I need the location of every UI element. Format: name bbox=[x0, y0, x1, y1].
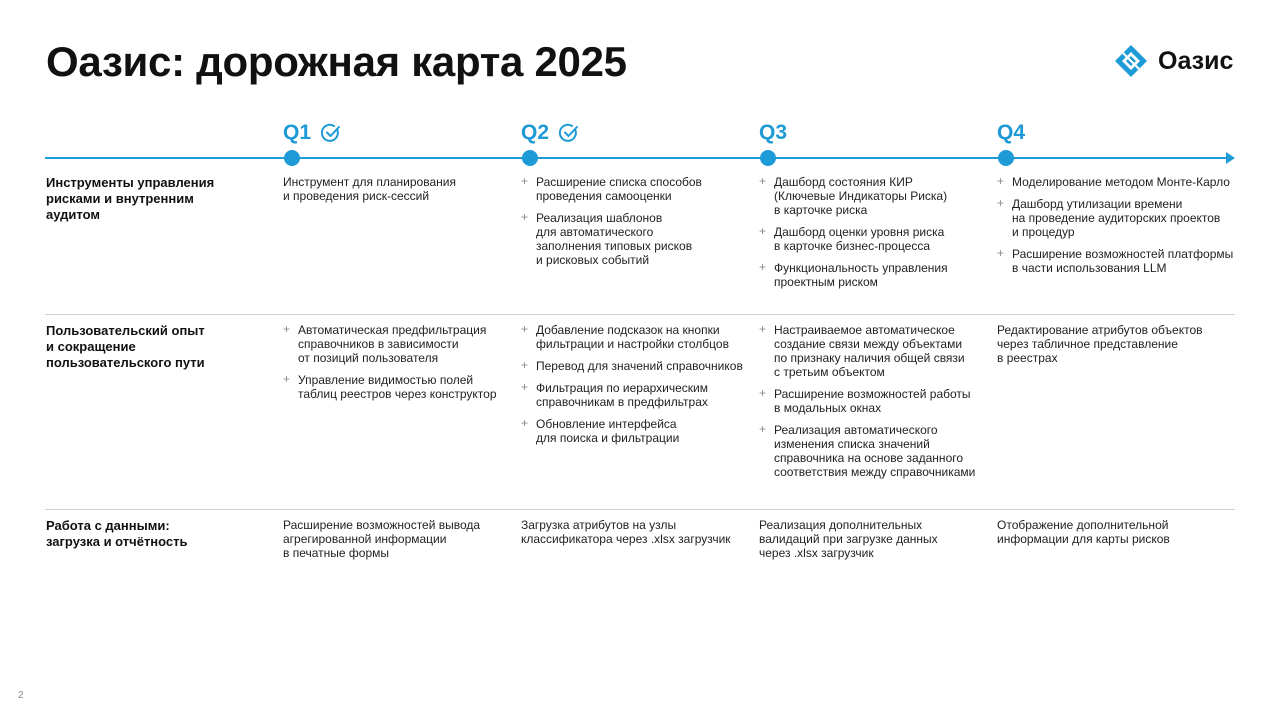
list-item: + Управление видимостью полей таблиц реестров через конструктор bbox=[283, 373, 515, 401]
list-item: + Настраиваемое автоматическое создание связи между объектами по признаку наличия общей связи с третьим объектом bbox=[759, 323, 991, 379]
cell-risk-tools-q4 bbox=[997, 175, 1237, 283]
list-item: + Добавление подсказок на кнопки фильтрации и настройки столбцов bbox=[521, 323, 753, 351]
timeline-dot-q4 bbox=[998, 150, 1014, 166]
list-item: + Фильтрация по иерархическим справочникам в предфильтрах bbox=[521, 381, 753, 409]
row-title-data-work: Работа с данными: загрузка и отчётность bbox=[46, 518, 188, 549]
cell-user-experience-q4 bbox=[997, 323, 1237, 365]
timeline-dot-q2 bbox=[522, 150, 538, 166]
list-item: + Дашборд состояния КИР (Ключевые Индикаторы Риска) в карточке риска bbox=[759, 175, 991, 217]
timeline-dot-q3 bbox=[760, 150, 776, 166]
cell-risk-tools-q1 bbox=[283, 175, 515, 203]
quarter-q2 bbox=[521, 121, 579, 145]
cell-text: Отображение дополнительной информации для карты рисков bbox=[997, 518, 1170, 546]
oasis-logo-icon bbox=[1114, 44, 1148, 78]
row-divider bbox=[45, 314, 1235, 315]
list-item: + Дашборд утилизации времени на проведение аудиторских проектов и процедур bbox=[997, 197, 1237, 239]
cell-user-experience-q2 bbox=[521, 323, 753, 453]
quarter-q3 bbox=[759, 121, 787, 145]
logo-text: Оазис bbox=[1158, 46, 1234, 75]
quarter-q4 bbox=[997, 121, 1025, 145]
row-divider bbox=[45, 509, 1235, 510]
cell-text: Редактирование атрибутов объектов через табличное представление в реестрах bbox=[997, 323, 1203, 365]
check-circle-icon bbox=[559, 123, 579, 143]
list-item: + Перевод для значений справочников bbox=[521, 359, 753, 373]
list-item: + Расширение списка способов проведения самооценки bbox=[521, 175, 753, 203]
cell-data-work-q3 bbox=[759, 518, 991, 560]
quarter-label: Q3 bbox=[759, 121, 788, 144]
row-title-user-experience: Пользовательский опыт и сокращение пользовательского пути bbox=[46, 323, 205, 370]
list-item: + Расширение возможностей работы в модальных окнах bbox=[759, 387, 991, 415]
cell-text: Инструмент для планирования и проведения риск-сессий bbox=[283, 175, 456, 203]
cell-text: Реализация дополнительных валидаций при загрузке данных через .xlsx загрузчик bbox=[759, 518, 938, 560]
quarter-label: Q4 bbox=[997, 121, 1026, 144]
list-item: + Функциональность управления проектным риском bbox=[759, 261, 991, 289]
cell-user-experience-q3 bbox=[759, 323, 991, 487]
cell-data-work-q2 bbox=[521, 518, 753, 546]
timeline-dot-q1 bbox=[284, 150, 300, 166]
cell-risk-tools-q2 bbox=[521, 175, 753, 275]
timeline-line bbox=[45, 157, 1227, 159]
cell-risk-tools-q3 bbox=[759, 175, 991, 297]
list-item: + Расширение возможностей платформы в части использования LLM bbox=[997, 247, 1237, 275]
cell-user-experience-q1 bbox=[283, 323, 515, 409]
page-number: 2 bbox=[18, 690, 24, 701]
cell-text: Расширение возможностей вывода агрегированной информации в печатные формы bbox=[283, 518, 481, 560]
page-title: Оазис: дорожная карта 2025 bbox=[46, 38, 627, 85]
brand-logo bbox=[1114, 44, 1233, 78]
row-title-risk-tools: Инструменты управления рисками и внутренним аудитом bbox=[46, 175, 215, 222]
list-item: + Автоматическая предфильтрация справочников в зависимости от позиций пользователя bbox=[283, 323, 515, 365]
cell-text: Загрузка атрибутов на узлы классификатора через .xlsx загрузчик bbox=[521, 518, 731, 546]
cell-data-work-q1 bbox=[283, 518, 515, 560]
list-item: + Моделирование методом Монте-Карло bbox=[997, 175, 1237, 189]
quarter-label: Q2 bbox=[521, 121, 550, 144]
list-item: + Дашборд оценки уровня риска в карточке бизнес-процесса bbox=[759, 225, 991, 253]
cell-data-work-q4 bbox=[997, 518, 1237, 546]
list-item: + Реализация шаблонов для автоматического заполнения типовых рисков и рисковых событий bbox=[521, 211, 753, 267]
list-item: + Обновление интерфейса для поиска и фильтрации bbox=[521, 417, 753, 445]
timeline-arrow-icon bbox=[1226, 152, 1235, 164]
list-item: + Реализация автоматического изменения списка значений справочника на основе заданного соответствия между справочниками bbox=[759, 423, 991, 479]
quarter-q1 bbox=[283, 121, 341, 145]
check-circle-icon bbox=[321, 123, 341, 143]
quarter-label: Q1 bbox=[283, 121, 312, 144]
